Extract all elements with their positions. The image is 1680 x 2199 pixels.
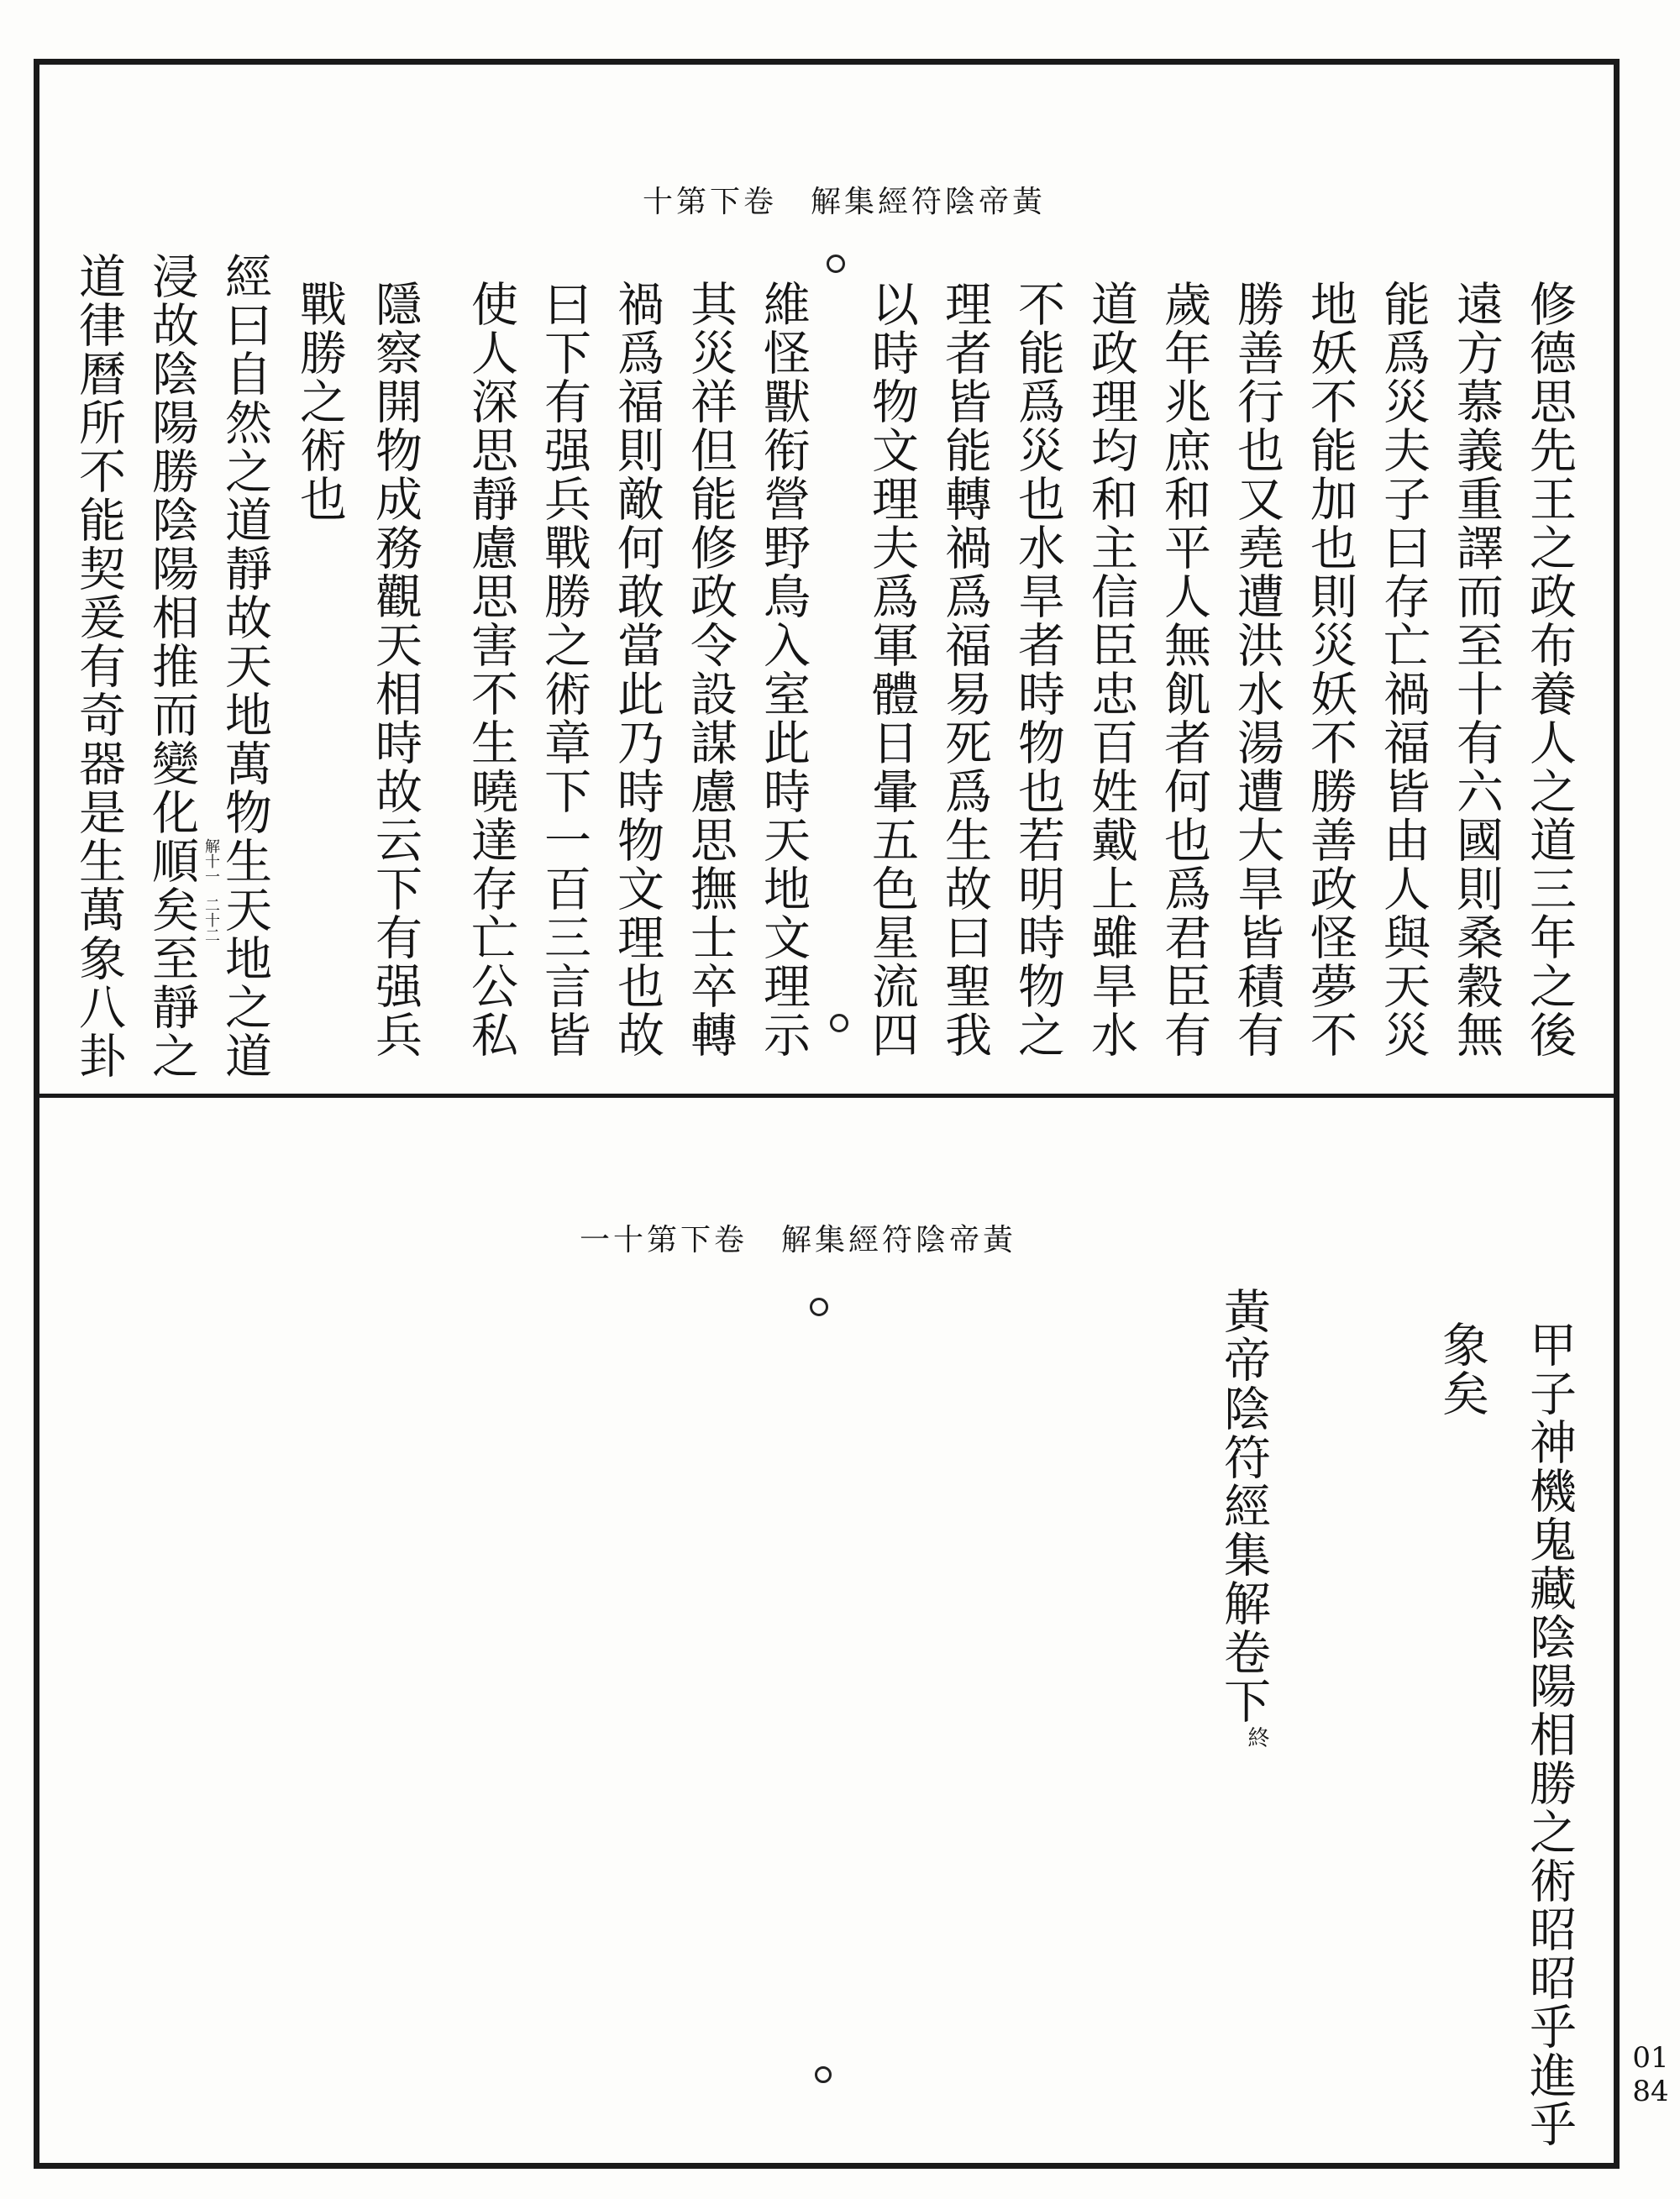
top-col-10: 以時物文理夫爲軍體日暈五色星流四	[864, 280, 919, 1059]
top-page-circle-mark	[827, 255, 845, 273]
top-col-6: 歲年兆庶和平人無飢者何也爲君臣有	[1157, 280, 1211, 1059]
page-divider	[34, 1094, 1620, 1098]
top-page-circle-mark-2	[830, 1014, 848, 1032]
top-col-14: 曰下有强兵戰勝之術章下一百三言皆	[537, 280, 591, 1059]
top-col-5: 勝善行也又堯遭洪水湯遭大旱皆積有	[1230, 280, 1284, 1059]
bottom-col-1: 甲子神機鬼藏陰陽相勝之術昭昭乎進乎	[1522, 1320, 1577, 2149]
top-col-3: 能爲災夫子曰存亡禍福皆由人與天災	[1376, 280, 1431, 1059]
bottom-page-header: 一十第下卷 解集經符陰帝黃	[580, 1223, 1017, 1257]
top-col-11: 維怪獸衔營野鳥入室此時天地文理示	[756, 280, 811, 1059]
top-col-12: 其災祥但能修政令設謀慮思撫士卒轉	[683, 280, 738, 1059]
top-col-8: 不能爲災也水旱者時物也若明時物之	[1011, 280, 1065, 1059]
top-col-16: 隱察開物成務觀天相時故云下有强兵	[368, 280, 423, 1059]
margin-note-1: 解十一	[202, 838, 220, 884]
top-page-header: 十第下卷 解集經符陰帝黃	[643, 185, 1047, 219]
page-number: 0184	[1632, 2041, 1669, 2108]
top-col-20: 道律曆所不能契爰有奇器是生萬象八卦	[71, 252, 126, 1080]
bottom-page-circle-mark-2	[815, 2066, 832, 2083]
top-col-19: 浸故陰陽勝陰陽相推而變化順矣至靜之	[144, 252, 199, 1080]
end-mark: 終	[1244, 1726, 1269, 1748]
top-col-9: 理者皆能轉禍爲福易死爲生故曰聖我	[937, 280, 992, 1059]
top-col-4: 地妖不能加也則災妖不勝善政怪夢不	[1303, 280, 1357, 1059]
top-col-15: 使人深思靜慮思害不生曉達存亡公私	[464, 280, 518, 1059]
top-col-18: 經曰自然之道靜故天地萬物生天地之道	[218, 252, 272, 1080]
top-col-7: 道政理均和主信臣忠百姓戴上雖旱水	[1084, 280, 1138, 1059]
end-title: 黃帝陰符經集解卷下	[1216, 1287, 1271, 1725]
top-col-2: 遠方慕義重譯而至十有六國則桑穀無	[1449, 280, 1504, 1059]
bottom-page-circle-mark	[810, 1298, 828, 1316]
top-col-17: 戰勝之術也	[292, 280, 347, 523]
margin-note-2: 二十二	[202, 897, 220, 942]
bottom-col-2: 象矣	[1435, 1320, 1489, 1418]
top-col-13: 禍爲福則敵何敢當此乃時物文理也故	[610, 280, 664, 1059]
top-col-1: 修德思先王之政布養人之道三年之後	[1522, 280, 1577, 1059]
